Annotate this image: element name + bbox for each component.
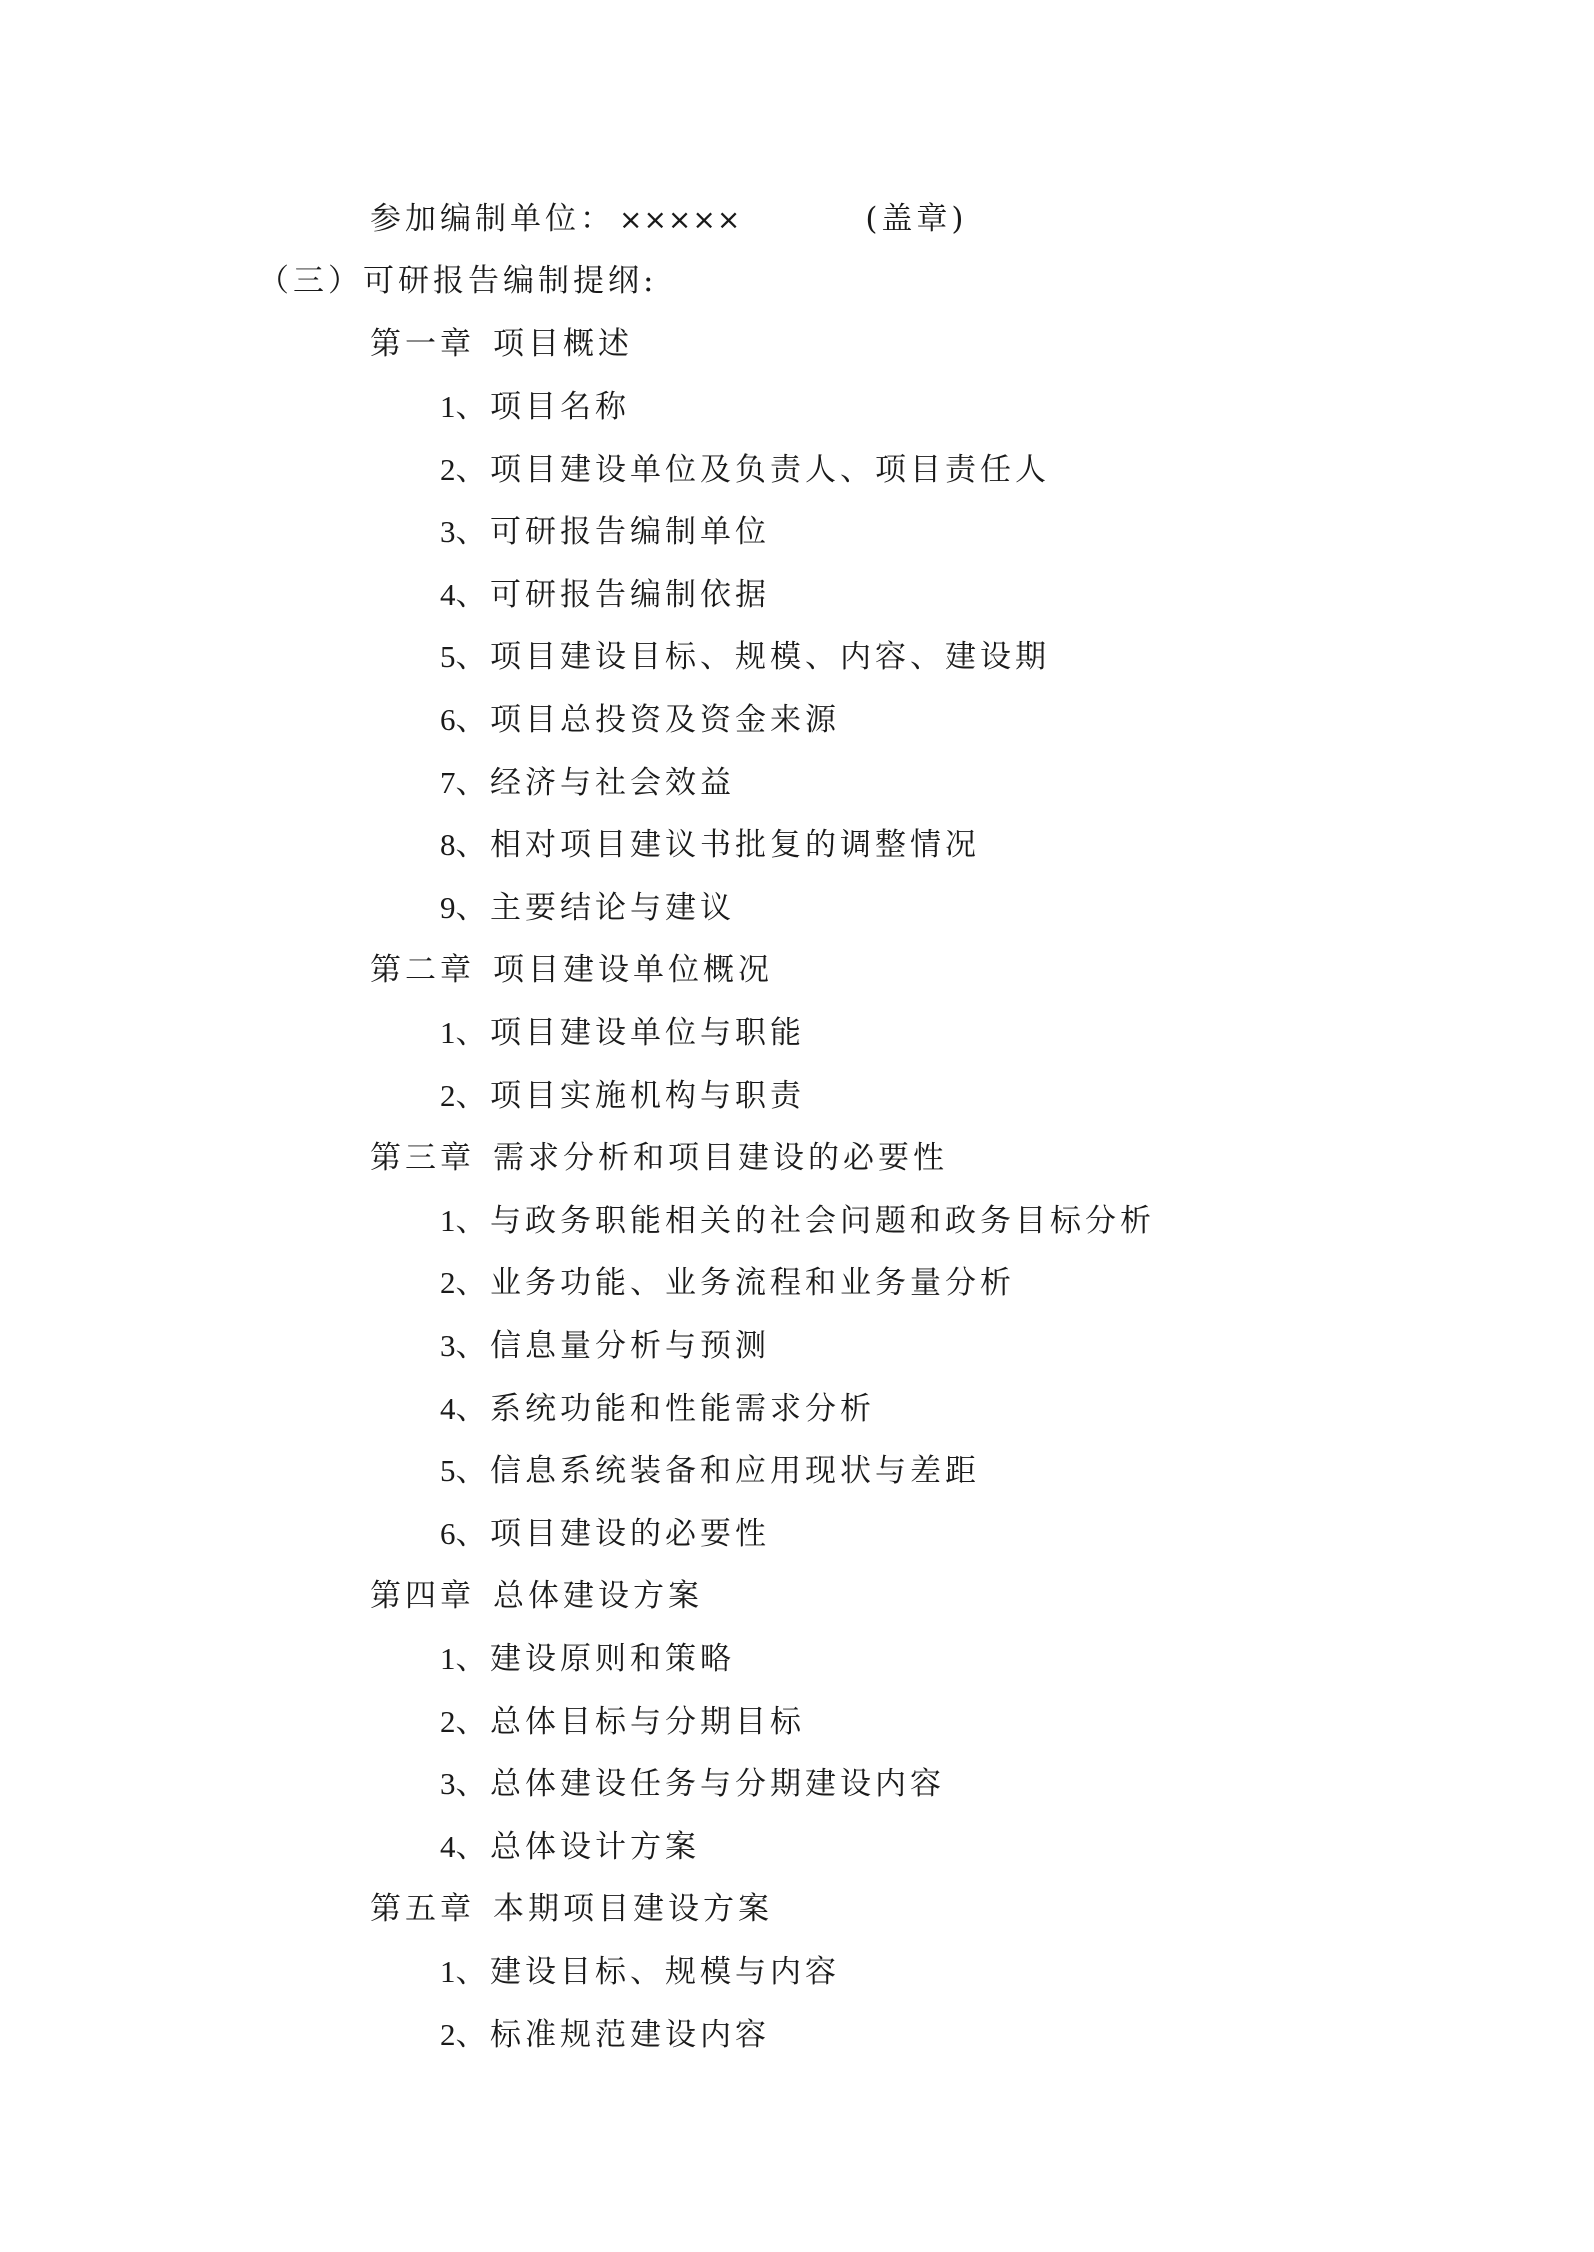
item-number: 1、 — [440, 1203, 487, 1238]
item-number: 9、 — [440, 890, 487, 925]
outline-item — [440, 1764, 945, 1804]
item-number: 1、 — [440, 1015, 487, 1050]
chapter-title: 项目建设单位概况 — [493, 952, 773, 988]
item-text: 可研报告编制依据 — [490, 577, 770, 613]
item-number: 6、 — [440, 1516, 487, 1551]
chapter-heading — [370, 1576, 703, 1616]
outline-item — [440, 575, 770, 615]
chapter-heading — [370, 950, 773, 990]
participating-unit-value: ××××× — [619, 203, 742, 236]
outline-item — [440, 1201, 1155, 1241]
item-text: 信息量分析与预测 — [490, 1328, 770, 1364]
outline-item — [440, 1514, 770, 1554]
seal-note: (盖章) — [865, 201, 968, 237]
item-number: 1、 — [440, 389, 487, 424]
item-text: 项目建设单位及负责人、项目责任人 — [490, 452, 1050, 488]
item-number: 5、 — [440, 639, 487, 674]
item-number: 3、 — [440, 1766, 487, 1801]
item-number: 1、 — [440, 1641, 487, 1676]
outline-heading: （三）可研报告编制提纲: — [258, 263, 658, 299]
item-text: 经济与社会效益 — [490, 765, 735, 801]
chapter-number: 第四章 — [370, 1578, 475, 1614]
chapter-number: 第三章 — [370, 1140, 475, 1176]
item-text: 系统功能和性能需求分析 — [490, 1391, 875, 1427]
item-text: 项目总投资及资金来源 — [490, 702, 840, 738]
outline-item — [440, 1263, 1015, 1303]
outline-item — [440, 1326, 770, 1366]
item-text: 可研报告编制单位 — [490, 514, 770, 550]
item-number: 4、 — [440, 1829, 487, 1864]
item-text: 总体建设任务与分期建设内容 — [490, 1766, 945, 1802]
chapter-heading — [370, 324, 633, 364]
item-text: 项目名称 — [490, 389, 630, 425]
item-number: 2、 — [440, 452, 487, 487]
item-text: 建设原则和策略 — [490, 1641, 735, 1677]
item-number: 3、 — [440, 1328, 487, 1363]
item-text: 标准规范建设内容 — [490, 2017, 770, 2053]
outline-item — [440, 1389, 875, 1429]
outline-item — [440, 1952, 840, 1992]
item-text: 信息系统装备和应用现状与差距 — [490, 1453, 980, 1489]
outline-item — [440, 512, 770, 552]
outline-item — [440, 387, 630, 427]
item-number: 6、 — [440, 702, 487, 737]
item-text: 项目实施机构与职责 — [490, 1078, 805, 1114]
item-number: 5、 — [440, 1453, 487, 1488]
chapter-title: 本期项目建设方案 — [493, 1891, 773, 1927]
outline-item — [440, 763, 735, 803]
item-number: 7、 — [440, 765, 487, 800]
item-number: 1、 — [440, 1954, 487, 1989]
outline-item — [440, 450, 1050, 490]
outline-item — [440, 1451, 980, 1491]
item-text: 相对项目建议书批复的调整情况 — [490, 827, 980, 863]
item-number: 2、 — [440, 1265, 487, 1300]
item-text: 项目建设的必要性 — [490, 1516, 770, 1552]
outline-item — [440, 700, 840, 740]
chapter-title: 总体建设方案 — [493, 1578, 703, 1614]
outline-item — [440, 825, 980, 865]
item-number: 2、 — [440, 2017, 487, 2052]
outline-item — [440, 2015, 770, 2055]
outline-item — [440, 1827, 700, 1867]
chapter-title: 需求分析和项目建设的必要性 — [493, 1140, 948, 1176]
outline-item — [440, 1013, 805, 1053]
item-text: 业务功能、业务流程和业务量分析 — [490, 1265, 1015, 1301]
outline-item — [440, 888, 735, 928]
chapter-number: 第二章 — [370, 952, 475, 988]
item-number: 4、 — [440, 577, 487, 612]
chapter-title: 项目概述 — [493, 326, 633, 362]
outline-item — [440, 1702, 805, 1742]
participating-unit-line — [370, 199, 968, 240]
participating-unit-label: 参加编制单位： — [370, 201, 615, 237]
item-text: 项目建设目标、规模、内容、建设期 — [490, 639, 1050, 675]
item-text: 建设目标、规模与内容 — [490, 1954, 840, 1990]
item-number: 2、 — [440, 1078, 487, 1113]
item-number: 2、 — [440, 1704, 487, 1739]
item-number: 3、 — [440, 514, 487, 549]
chapter-number: 第五章 — [370, 1891, 475, 1927]
item-text: 主要结论与建议 — [490, 890, 735, 926]
item-number: 8、 — [440, 827, 487, 862]
item-text: 项目建设单位与职能 — [490, 1015, 805, 1051]
item-text: 总体目标与分期目标 — [490, 1704, 805, 1740]
chapter-number: 第一章 — [370, 326, 475, 362]
outline-item — [440, 1076, 805, 1116]
chapter-heading — [370, 1889, 773, 1929]
chapter-heading — [370, 1138, 948, 1178]
item-number: 4、 — [440, 1391, 487, 1426]
item-text: 总体设计方案 — [490, 1829, 700, 1865]
item-text: 与政务职能相关的社会问题和政务目标分析 — [490, 1203, 1155, 1239]
outline-item — [440, 1639, 735, 1679]
outline-item — [440, 637, 1050, 677]
